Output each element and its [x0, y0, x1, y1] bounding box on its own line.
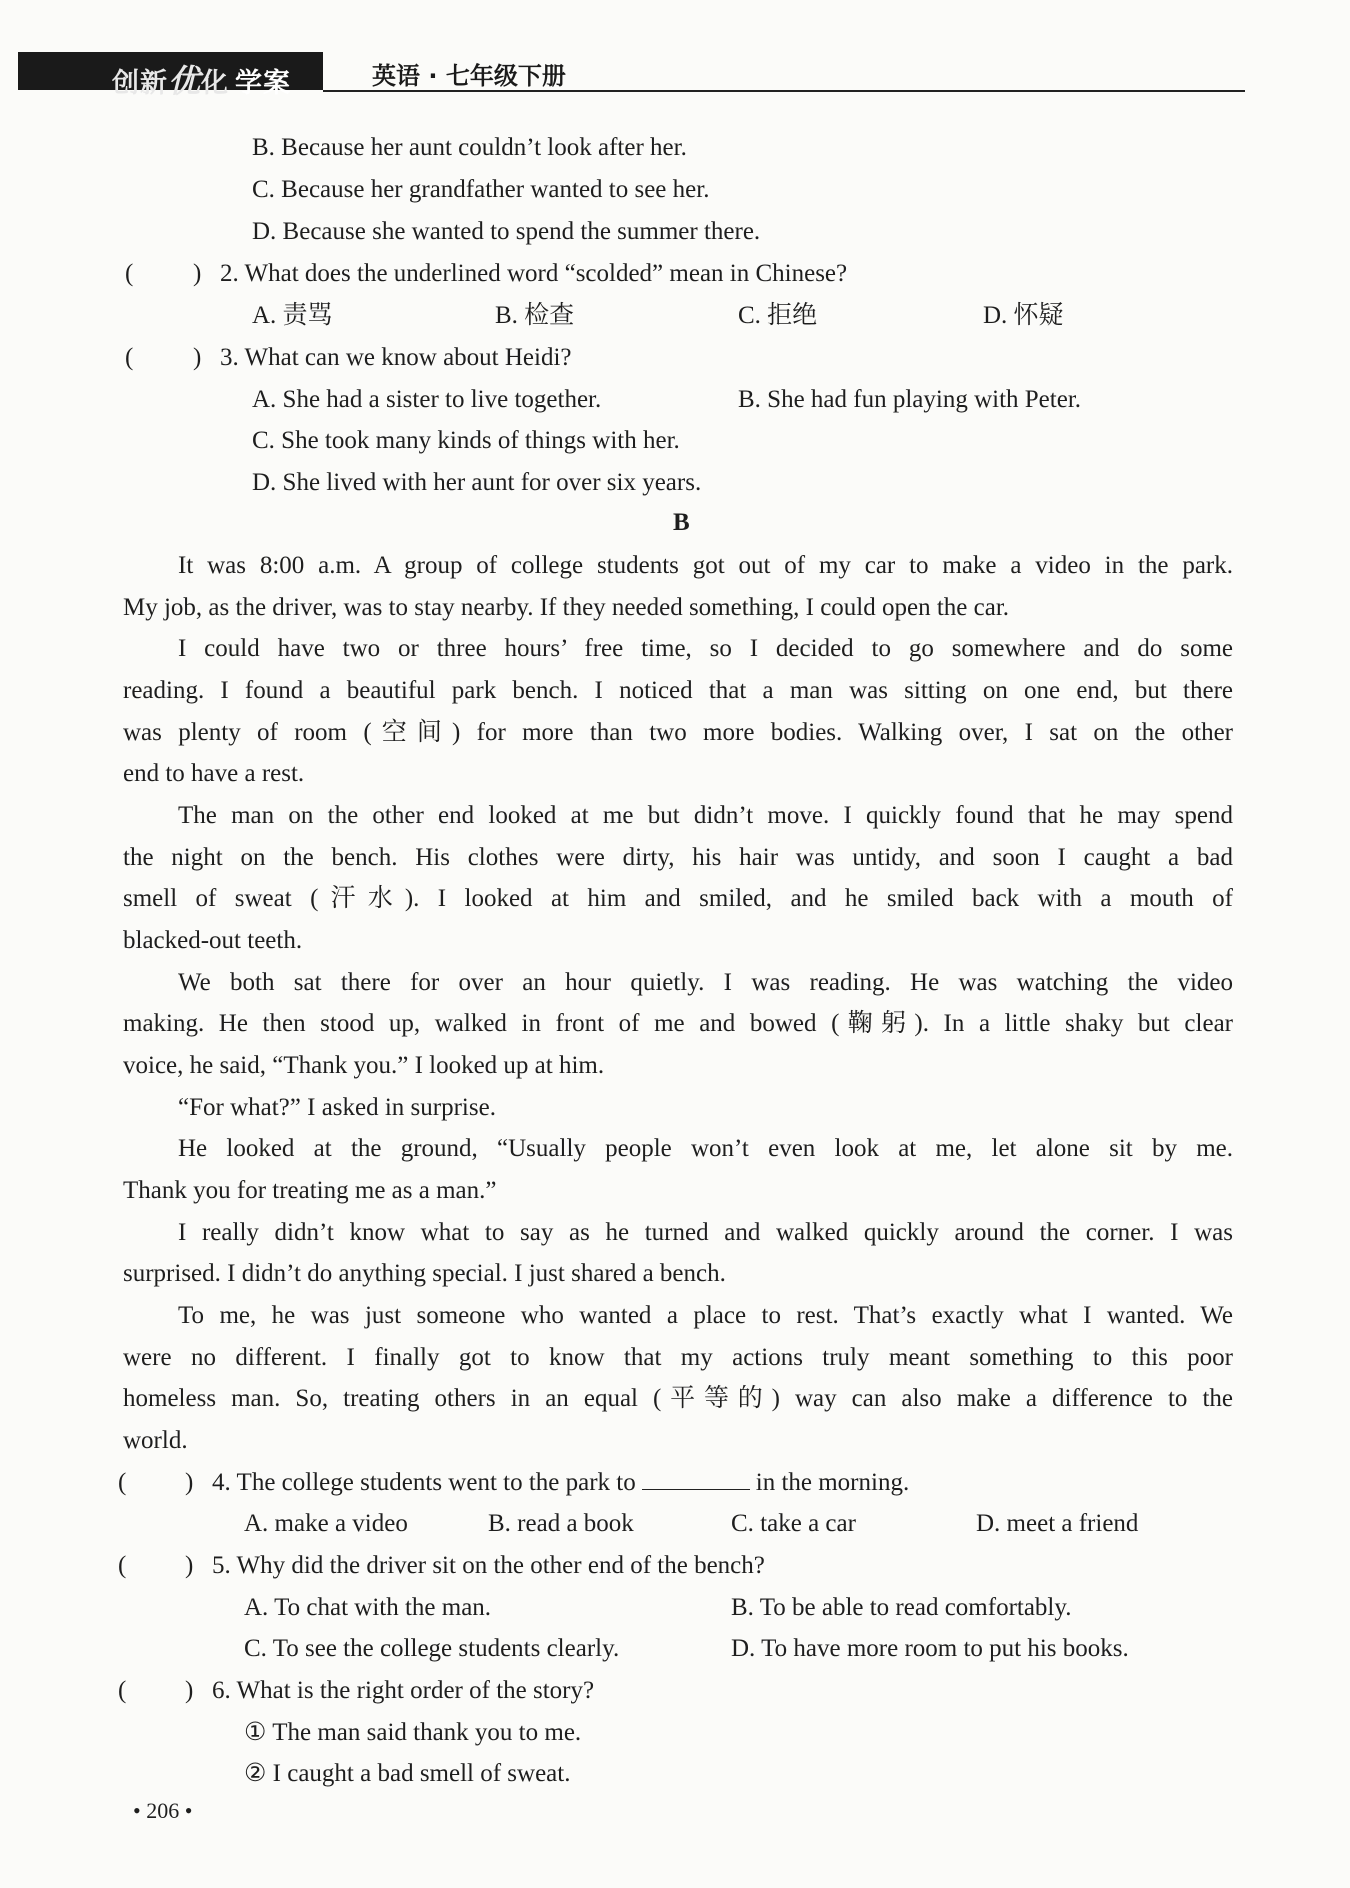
- header-rule: [323, 90, 1245, 92]
- q2-option-d: D. 怀疑: [983, 302, 1064, 329]
- passage-line: I could have two or three hours’ free time, so I decided to go somewhere and do some: [178, 635, 1233, 662]
- q4-option-b: B. read a book: [488, 1510, 634, 1537]
- passage-line: reading. I found a beautiful park bench. I noticed that a man was sitting on one end, but there: [123, 677, 1233, 704]
- q2-option-a: A. 责骂: [252, 302, 333, 329]
- passage-line: voice, he said, “Thank you.” I looked up at him.: [123, 1052, 605, 1079]
- brand-logo: 创新优化 学案: [112, 62, 292, 100]
- q5-option-d: D. To have more room to put his books.: [731, 1635, 1129, 1662]
- q1-option-c: C. Because her grandfather wanted to see her.: [252, 176, 710, 203]
- q4-option-a: A. make a video: [244, 1510, 408, 1537]
- q2-option-c: C. 拒绝: [738, 302, 818, 329]
- passage-line: world.: [123, 1427, 188, 1454]
- q1-option-b: B. Because her aunt couldn’t look after her.: [252, 134, 687, 161]
- q5-bracket-close: ): [185, 1552, 194, 1579]
- passage-line: end to have a rest.: [123, 760, 305, 787]
- q5-option-b: B. To be able to read comfortably.: [731, 1594, 1072, 1621]
- passage-line: the night on the bench. His clothes were dirty, his hair was untidy, and soon I caught a bad: [123, 844, 1233, 871]
- passage-line: To me, he was just someone who wanted a place to rest. That’s exactly what I wanted. We: [178, 1302, 1233, 1329]
- passage-line: My job, as the driver, was to stay nearby. If they needed something, I could open the car.: [123, 594, 1010, 621]
- passage-line: homeless man. So, treating others in an equal (平等的) way can also make a difference to the: [123, 1385, 1233, 1412]
- passage-line: Thank you for treating me as a man.”: [123, 1177, 497, 1204]
- page-number: • 206 •: [133, 1798, 193, 1823]
- q5-option-a: A. To chat with the man.: [244, 1594, 492, 1621]
- q2-bracket-open: (: [125, 260, 134, 287]
- q6-item-1: ① The man said thank you to me.: [244, 1719, 582, 1746]
- passage-line: He looked at the ground, “Usually people won’t even look at me, let alone sit by me.: [178, 1135, 1233, 1162]
- q4-bracket-close: ): [185, 1469, 194, 1496]
- passage-line: smell of sweat (汗水). I looked at him and smiled, and he smiled back with a mouth of: [123, 885, 1233, 912]
- passage-line: making. He then stood up, walked in front of me and bowed (鞠躬). In a little shaky but clear: [123, 1010, 1233, 1037]
- q5-stem: 5. Why did the driver sit on the other end of the bench?: [212, 1552, 765, 1579]
- answer-blank: [642, 1467, 750, 1490]
- passage-line: The man on the other end looked at me but didn’t move. I quickly found that he may spend: [178, 802, 1233, 829]
- q1-option-d: D. Because she wanted to spend the summer there.: [252, 218, 761, 245]
- passage-line: surprised. I didn’t do anything special. I just shared a bench.: [123, 1260, 726, 1287]
- section-b-heading: B: [673, 509, 690, 536]
- q6-bracket-close: ): [185, 1677, 194, 1704]
- q3-option-b: B. She had fun playing with Peter.: [738, 386, 1082, 413]
- q2-option-b: B. 检查: [495, 302, 575, 329]
- passage-line: I really didn’t know what to say as he turned and walked quickly around the corner. I was: [178, 1219, 1233, 1246]
- passage-line: We both sat there for over an hour quietly. I was reading. He was watching the video: [178, 969, 1233, 996]
- q4-stem: 4. The college students went to the park to in the morning.: [212, 1469, 910, 1496]
- q3-option-d: D. She lived with her aunt for over six years.: [252, 469, 702, 496]
- q4-bracket-open: (: [118, 1469, 127, 1496]
- q6-stem: 6. What is the right order of the story?: [212, 1677, 595, 1704]
- q3-stem: 3. What can we know about Heidi?: [220, 344, 572, 371]
- passage-line: It was 8:00 a.m. A group of college students got out of my car to make a video in the park.: [178, 552, 1233, 579]
- q4-option-c: C. take a car: [731, 1510, 856, 1537]
- q6-bracket-open: (: [118, 1677, 127, 1704]
- passage-line: blacked-out teeth.: [123, 927, 303, 954]
- q4-option-d: D. meet a friend: [976, 1510, 1139, 1537]
- subject-title: 英语 · 七年级下册: [372, 62, 566, 90]
- passage-line: was plenty of room (空间) for more than two more bodies. Walking over, I sat on the other: [123, 719, 1233, 746]
- q6-item-2: ② I caught a bad smell of sweat.: [244, 1760, 571, 1787]
- passage-line: “For what?” I asked in surprise.: [178, 1094, 496, 1121]
- q5-option-c: C. To see the college students clearly.: [244, 1635, 620, 1662]
- q3-bracket-open: (: [125, 344, 134, 371]
- passage-line: were no different. I finally got to know that my actions truly meant something to this poor: [123, 1344, 1233, 1371]
- q5-bracket-open: (: [118, 1552, 127, 1579]
- q3-option-a: A. She had a sister to live together.: [252, 386, 602, 413]
- q3-option-c: C. She took many kinds of things with her.: [252, 427, 680, 454]
- q2-bracket-close: ): [193, 260, 202, 287]
- q2-stem: 2. What does the underlined word “scolded” mean in Chinese?: [220, 260, 848, 287]
- q3-bracket-close: ): [193, 344, 202, 371]
